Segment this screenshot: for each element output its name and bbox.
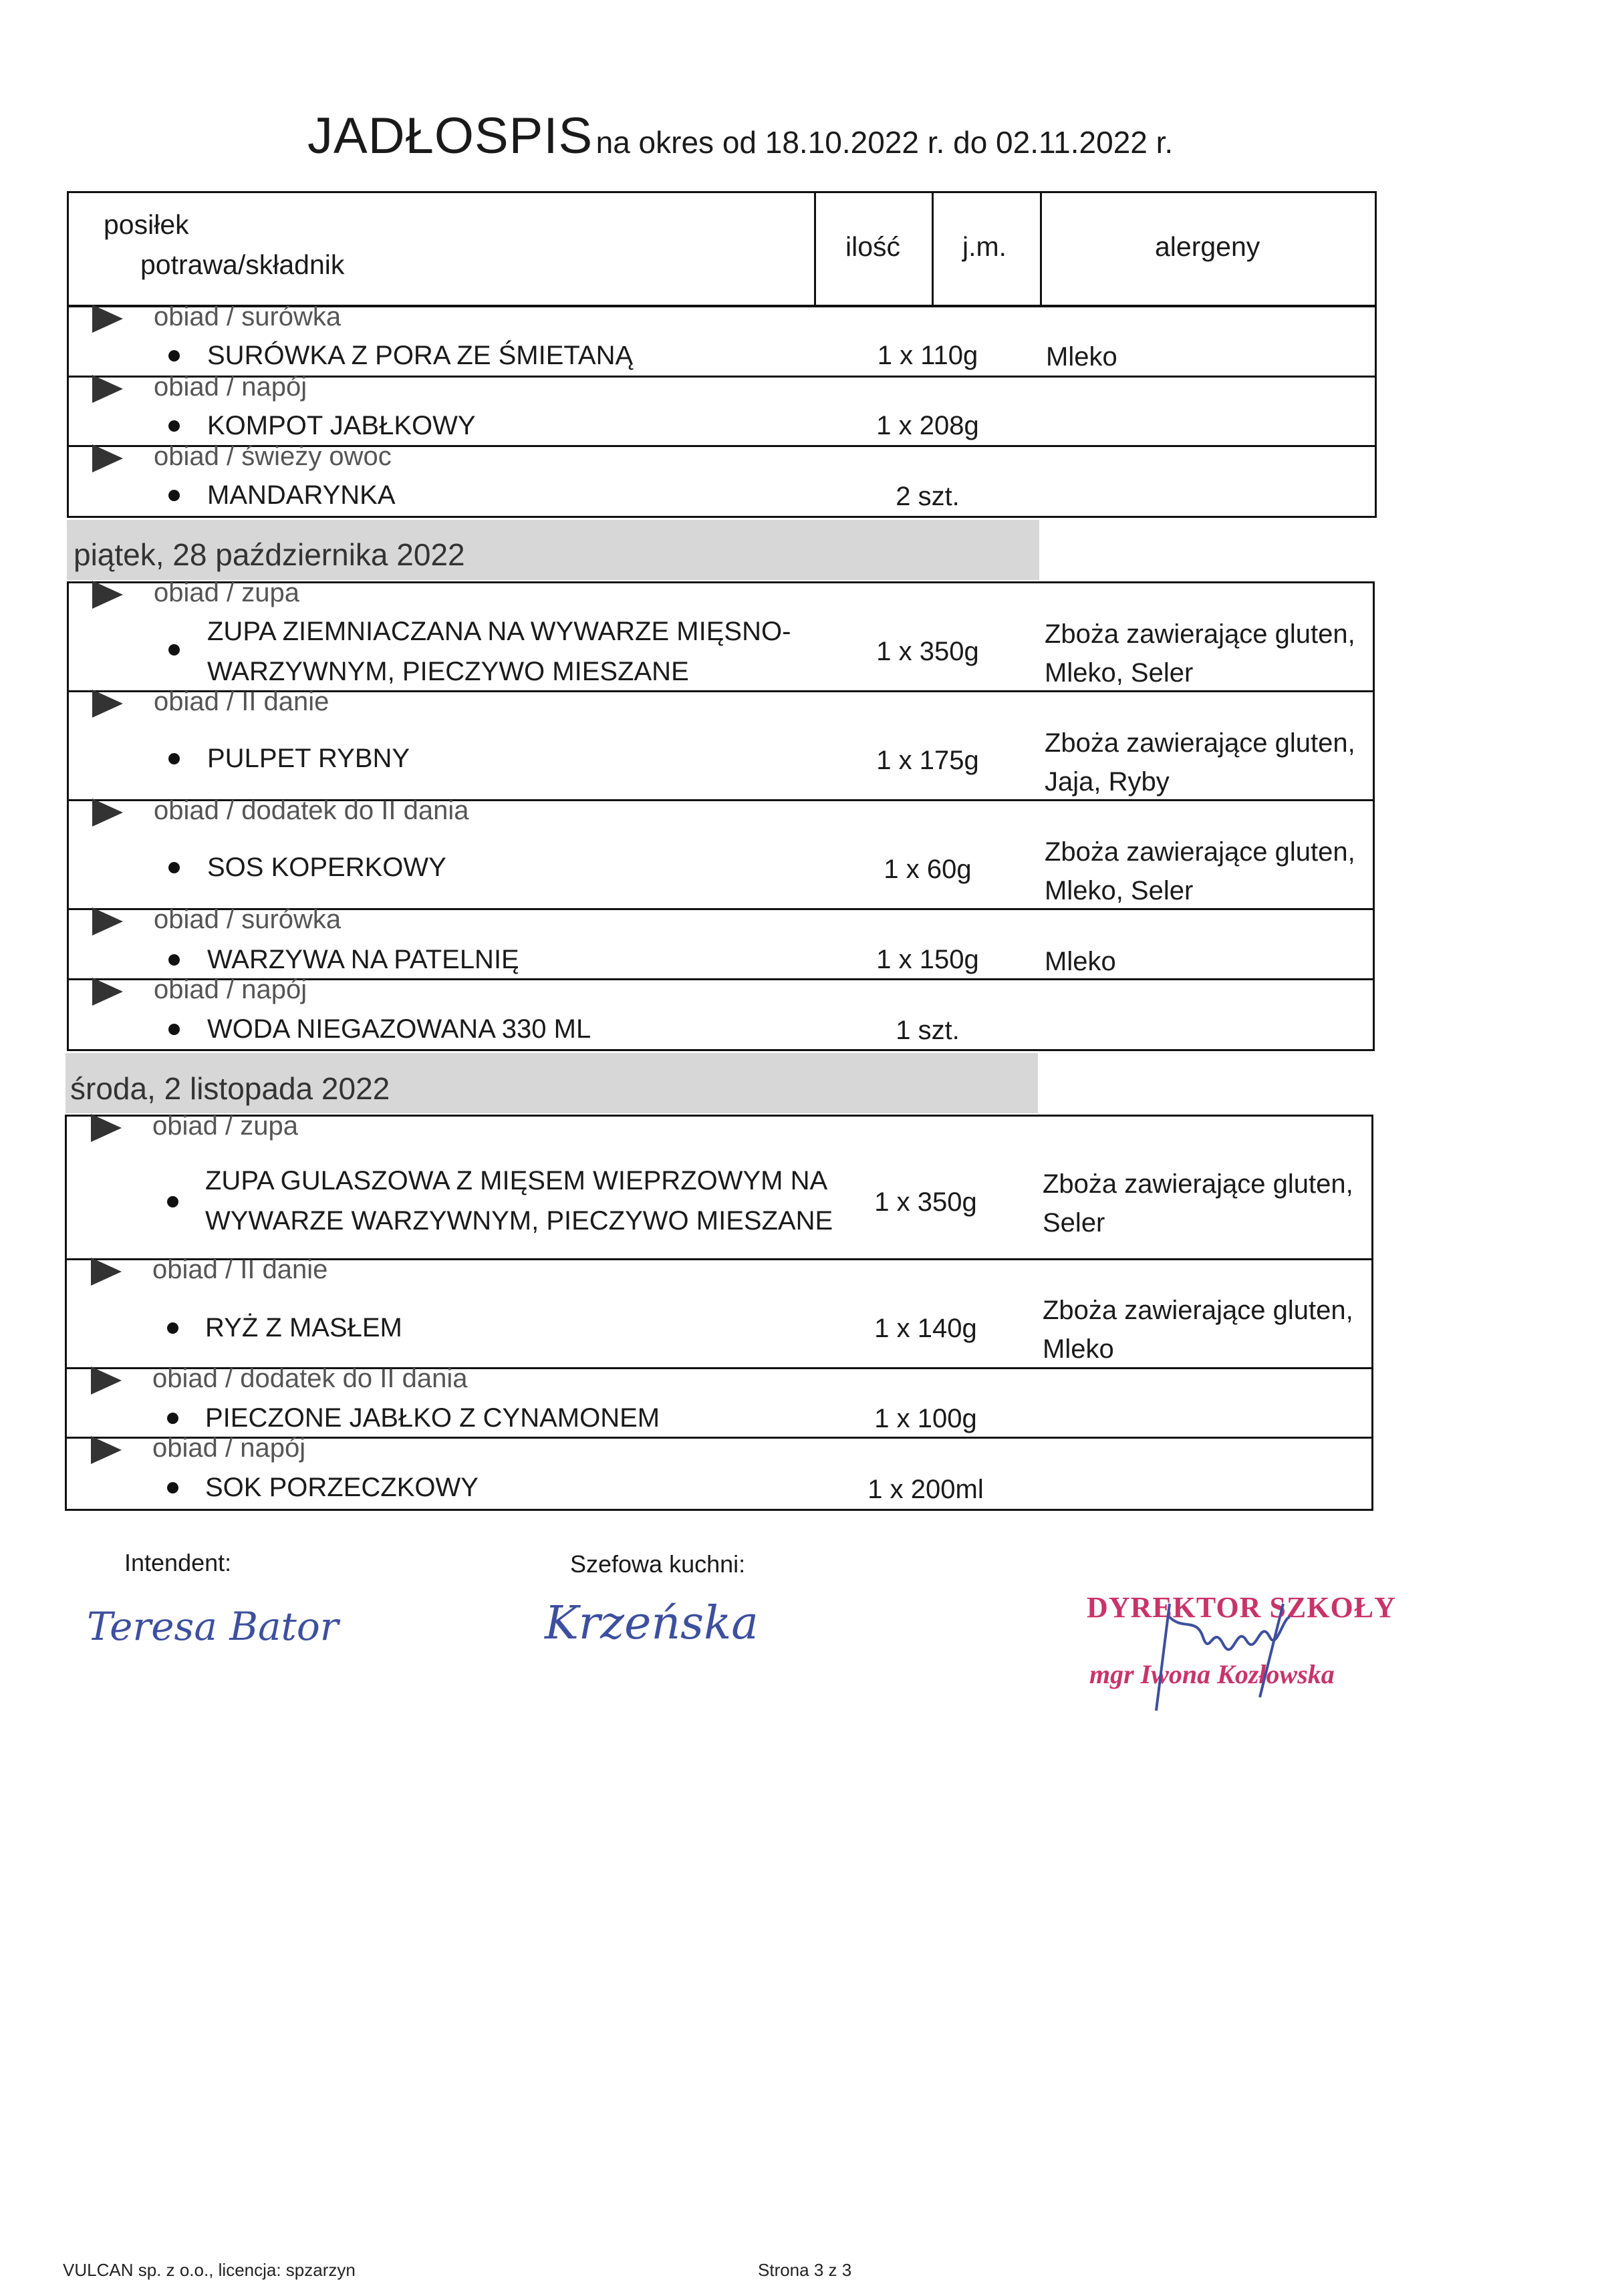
row-quantity: 2 szt.	[896, 482, 960, 511]
row-item-line1: ZUPA GULASZOWA Z MIĘSEM WIEPRZOWYM NA	[205, 1166, 828, 1195]
arrow-icon	[91, 1258, 122, 1286]
header-posilek: posiłek	[104, 209, 189, 240]
row-quantity: 1 x 175g	[876, 746, 979, 775]
stamp-title: DYREKTOR SZKOŁY	[1087, 1591, 1396, 1624]
footer-license: VULCAN sp. z o.o., licencja: spzarzyn	[63, 2260, 356, 2280]
footer-page-number: Strona 3 z 3	[758, 2260, 852, 2280]
row-item-line2: WARZYWNYM, PIECZYWO MIESZANE	[207, 657, 689, 686]
row-allergens: Mleko	[1045, 947, 1116, 976]
arrow-icon	[91, 1436, 122, 1464]
arrow-icon	[92, 907, 123, 936]
row-item-line2: WYWARZE WARZYWNYM, PIECZYWO MIESZANE	[205, 1206, 833, 1236]
bullet-icon	[168, 1024, 180, 1035]
row-allergens-line2: Jaja, Ryby	[1045, 767, 1170, 797]
row-allergens-line2: Mleko	[1043, 1334, 1114, 1364]
arrow-icon	[92, 375, 123, 403]
arrow-icon	[91, 1367, 122, 1395]
header-potrawa: potrawa/składnik	[140, 249, 345, 280]
row-allergens-line1: Zboża zawierające gluten,	[1045, 619, 1355, 649]
row-quantity: 1 x 200ml	[867, 1475, 984, 1504]
header-divider	[814, 191, 816, 307]
bullet-icon	[168, 350, 180, 362]
row-allergens-line1: Zboża zawierające gluten,	[1045, 728, 1355, 758]
intendent-signature: Teresa Bator	[87, 1604, 339, 1649]
header-alergeny: alergeny	[1155, 231, 1260, 262]
bullet-icon	[167, 1482, 178, 1493]
day-label: piątek, 28 października 2022	[74, 537, 465, 572]
row-allergens-line1: Zboża zawierające gluten,	[1043, 1296, 1353, 1325]
row-allergens-line1: Zboża zawierające gluten,	[1043, 1169, 1353, 1199]
row-allergens: Mleko	[1046, 342, 1117, 372]
row-allergens-line1: Zboża zawierające gluten,	[1045, 837, 1355, 867]
chef-label: Szefowa kuchni:	[570, 1550, 746, 1578]
row-item: WARZYWA NA PATELNIĘ	[207, 945, 519, 974]
row-item: RYŻ Z MASŁEM	[205, 1313, 402, 1342]
day-label: środa, 2 listopada 2022	[70, 1071, 390, 1106]
row-item: PIECZONE JABŁKO Z CYNAMONEM	[205, 1403, 660, 1433]
row-item: SURÓWKA Z PORA ZE ŚMIETANĄ	[207, 341, 634, 370]
row-category: obiad / napój	[154, 975, 307, 1004]
row-item: SOS KOPERKOWY	[207, 853, 446, 882]
row-item: PULPET RYBNY	[207, 744, 410, 773]
row-category: obiad / napój	[152, 1433, 306, 1463]
row-item: KOMPOT JABŁKOWY	[207, 411, 476, 440]
row-quantity: 1 szt.	[896, 1016, 960, 1045]
arrow-icon	[92, 978, 123, 1006]
row-category: obiad / dodatek do II dania	[152, 1364, 468, 1393]
header-divider	[932, 191, 934, 307]
bullet-icon	[168, 954, 180, 966]
row-allergens-line2: Mleko, Seler	[1045, 658, 1194, 688]
row-category: obiad / surówka	[154, 905, 342, 934]
row-quantity: 1 x 100g	[874, 1404, 977, 1433]
arrow-icon	[92, 444, 123, 472]
bullet-icon	[168, 490, 180, 501]
director-stamp	[1069, 1577, 1396, 1737]
arrow-icon	[92, 799, 123, 827]
bullet-icon	[167, 1322, 178, 1334]
row-category: obiad / II danie	[152, 1255, 328, 1284]
row-item-line1: ZUPA ZIEMNIACZANA NA WYWARZE MIĘSNO-	[207, 617, 791, 646]
bullet-icon	[167, 1196, 178, 1207]
row-category: obiad / II danie	[154, 687, 329, 716]
header-divider	[1040, 191, 1042, 307]
page-title	[307, 107, 1173, 165]
arrow-icon	[92, 581, 123, 609]
title-date-range: na okres od 18.10.2022 r. do 02.11.2022 r.	[595, 125, 1174, 160]
row-allergens-line2: Seler	[1043, 1208, 1105, 1238]
row-category: obiad / dodatek do II dania	[154, 796, 469, 825]
director-signature-icon	[1069, 1577, 1390, 1737]
row-item: SOK PORZECZKOWY	[205, 1473, 479, 1502]
row-quantity: 1 x 60g	[884, 855, 972, 884]
row-category: obiad / zupa	[152, 1111, 298, 1141]
header-ilosc: ilość	[845, 231, 901, 262]
arrow-icon	[91, 1114, 122, 1142]
stamp-name: mgr Iwona Kozłowska	[1089, 1659, 1335, 1689]
bullet-icon	[168, 862, 180, 873]
row-allergens-line2: Mleko, Seler	[1045, 876, 1194, 905]
row-quantity: 1 x 110g	[877, 341, 978, 370]
row-quantity: 1 x 150g	[876, 945, 979, 974]
row-quantity: 1 x 350g	[874, 1187, 977, 1217]
bullet-icon	[167, 1413, 178, 1424]
arrow-icon	[92, 690, 123, 718]
row-quantity: 1 x 208g	[876, 411, 979, 440]
row-quantity: 1 x 350g	[876, 637, 979, 666]
bullet-icon	[168, 644, 180, 656]
bullet-icon	[168, 753, 180, 764]
row-category: obiad / świeży owoc	[154, 442, 392, 471]
title-main: JADŁOSPIS	[307, 108, 593, 164]
chef-signature: Krzeńska	[545, 1597, 759, 1650]
header-jm: j.m.	[962, 231, 1007, 262]
row-item: MANDARYNKA	[207, 480, 396, 510]
arrow-icon	[92, 305, 123, 333]
row-item: WODA NIEGAZOWANA 330 ML	[207, 1014, 591, 1044]
row-quantity: 1 x 140g	[874, 1314, 977, 1343]
intendent-label: Intendent:	[124, 1549, 232, 1576]
row-category: obiad / zupa	[154, 578, 299, 607]
bullet-icon	[168, 420, 180, 432]
row-category: obiad / napój	[154, 372, 307, 402]
row-category: obiad / surówka	[154, 302, 342, 331]
